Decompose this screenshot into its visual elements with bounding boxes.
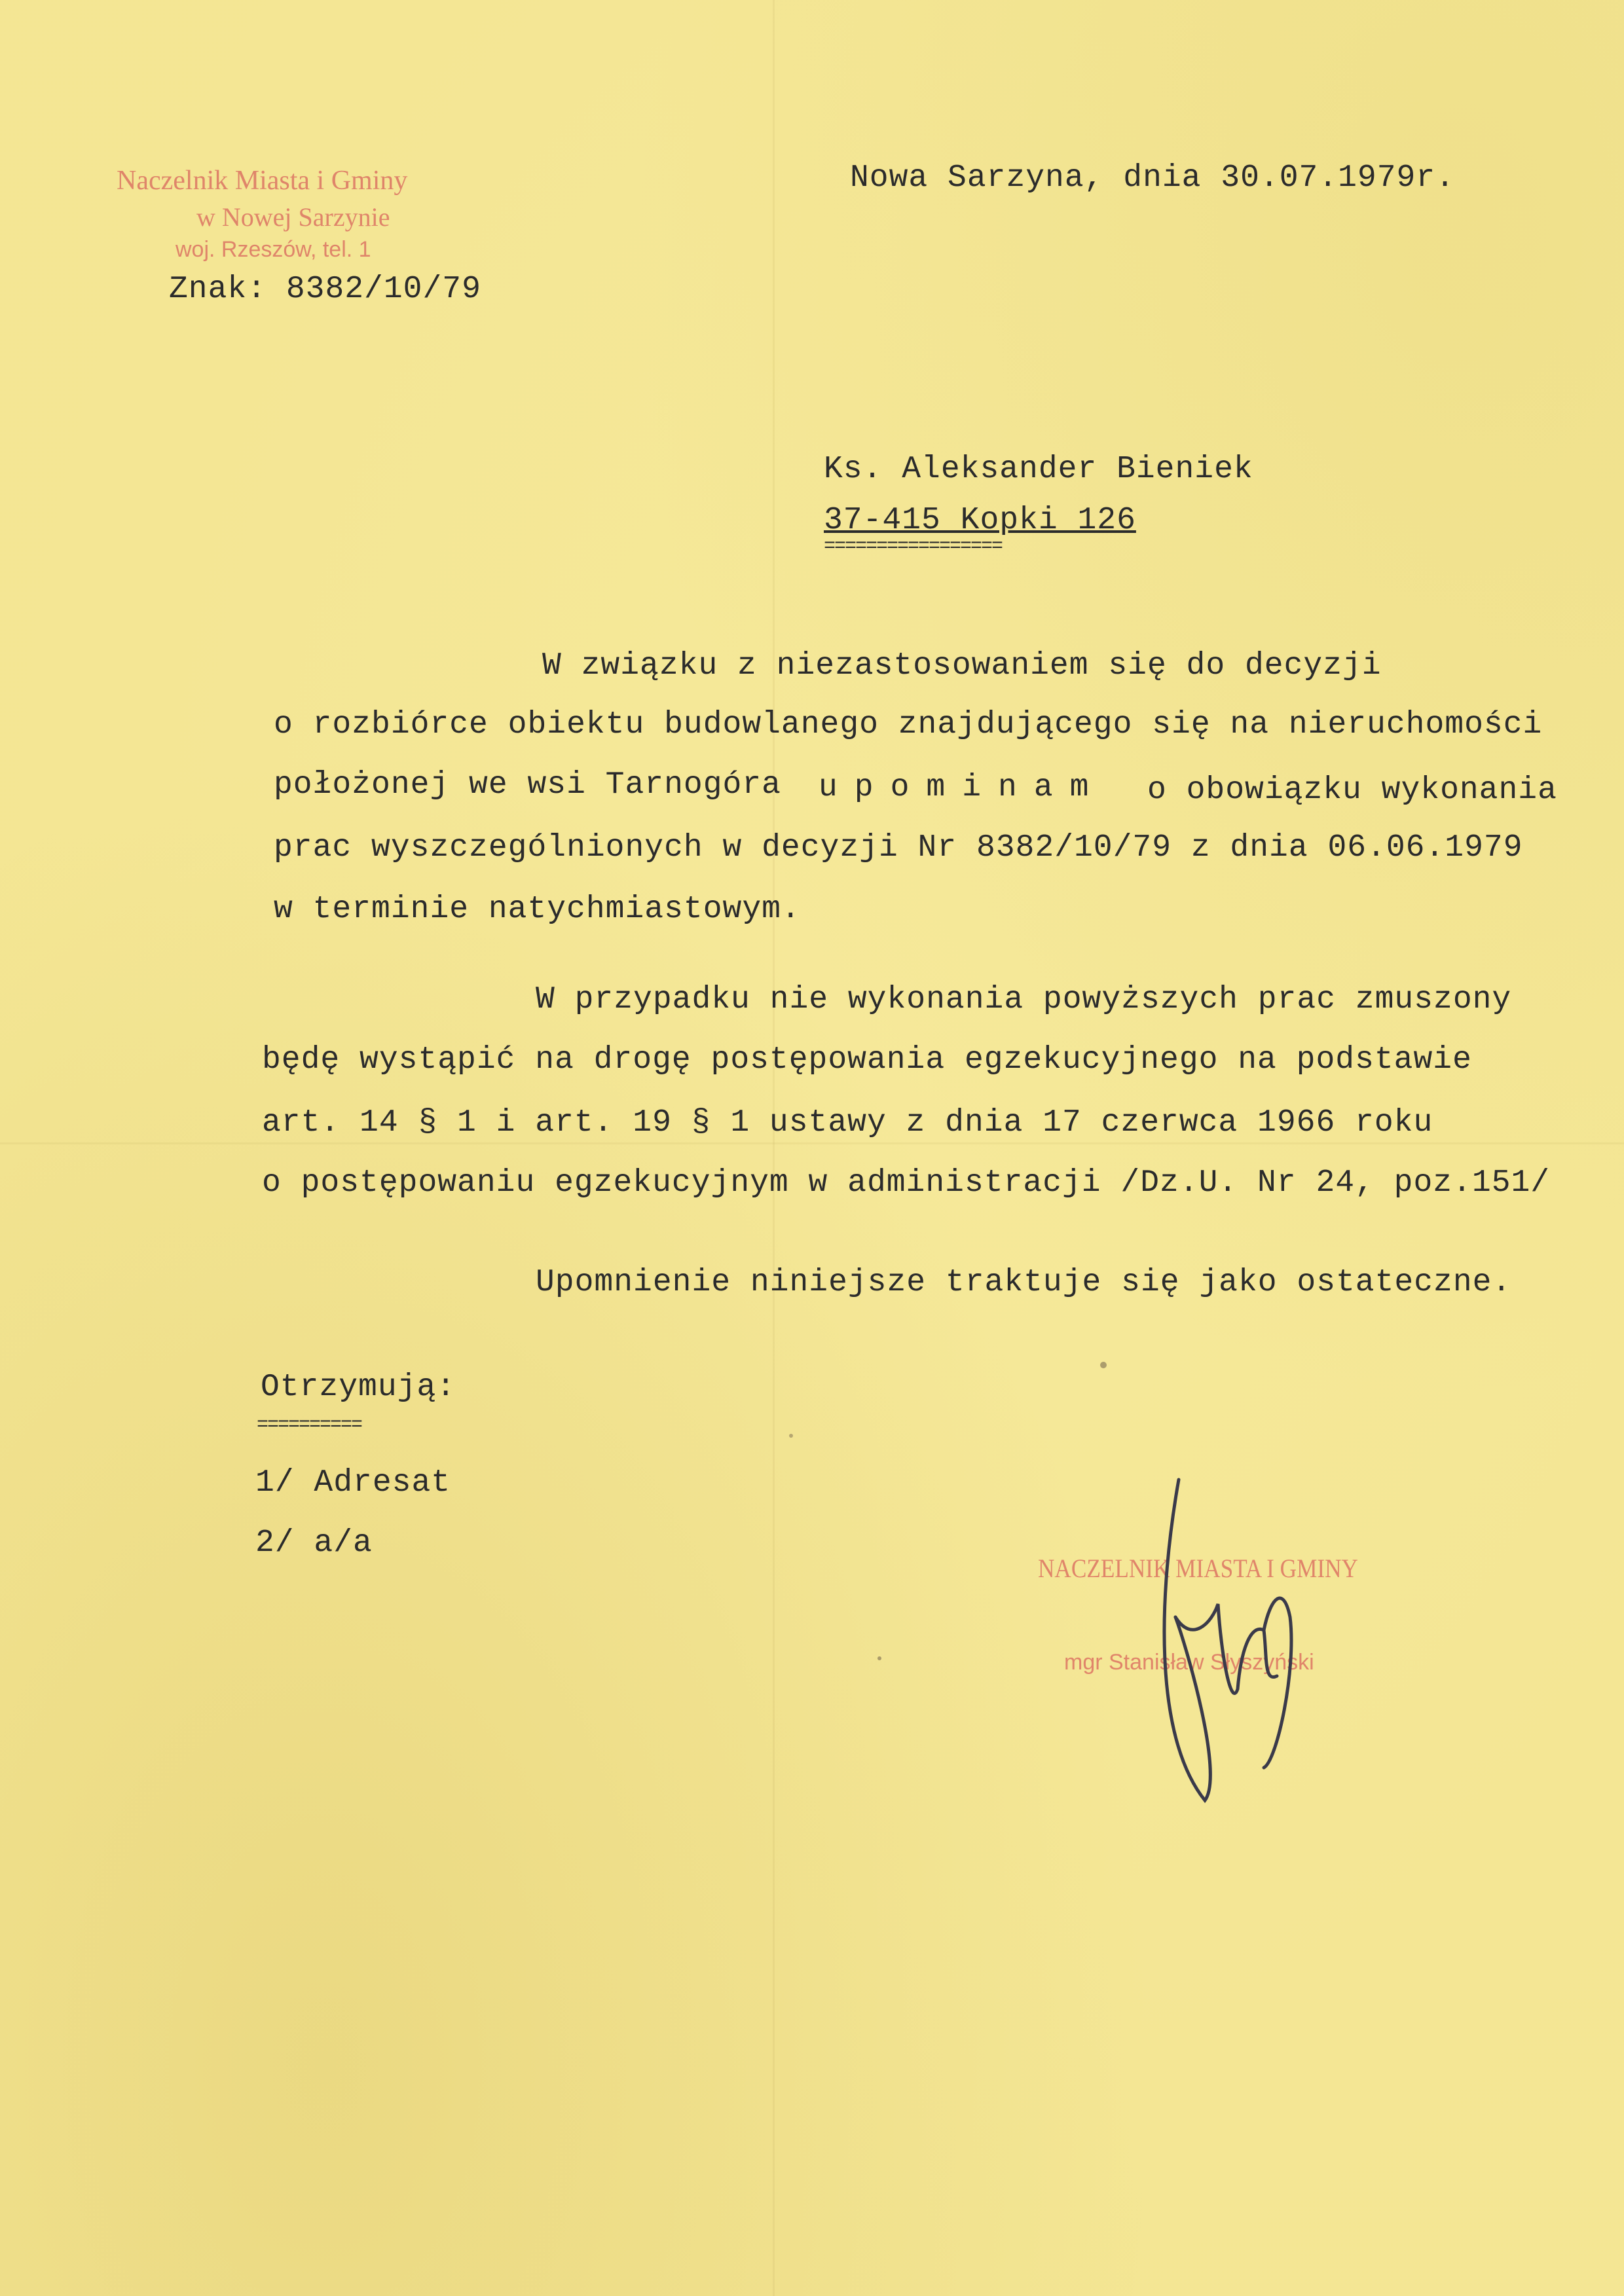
body-p1-line3-end: o obowiązku wykonania (1147, 773, 1557, 808)
reference-number: Znak: 8382/10/79 (169, 272, 481, 307)
letterhead-stamp-line1: Naczelnik Miasta i Gminy (117, 166, 408, 196)
letterhead-stamp-line3: woj. Rzeszów, tel. 1 (175, 237, 371, 262)
body-p2-line3: art. 14 § 1 i art. 19 § 1 ustawy z dnia 17 czerwca 1966 roku (262, 1105, 1433, 1140)
fold-line-horizontal (0, 1142, 1624, 1144)
paper-speck (789, 1434, 793, 1438)
paper-speck (1100, 1362, 1107, 1368)
letterhead-stamp-line2: w Nowej Sarzynie (196, 202, 390, 232)
body-p1-line2: o rozbiórce obiektu budowlanego znajdującego się na nieruchomości (274, 707, 1543, 742)
recipient-address: 37-415 Kopki 126 (824, 503, 1136, 538)
signature-stamp-name: mgr Stanisław Słyszyński (1064, 1650, 1314, 1675)
body-p1-line4: prac wyszczególnionych w decyzji Nr 8382/10/79 z dnia 06.06.1979 (274, 830, 1523, 866)
recipient-name: Ks. Aleksander Bieniek (824, 452, 1253, 487)
body-p2-line4: o postępowaniu egzekucyjnym w administracji /Dz.U. Nr 24, poz.151/ (262, 1165, 1551, 1201)
body-p1-line1: W związku z niezastosowaniem się do decyzji (542, 648, 1382, 683)
body-p2-line2: będę wystąpić na drogę postępowania egzekucyjnego na podstawie (262, 1042, 1472, 1078)
paper-speck (877, 1656, 881, 1660)
distribution-item: 1/ Adresat (255, 1465, 451, 1501)
fold-line-vertical (773, 0, 775, 2296)
body-p3-line1: Upomnienie niniejsze traktuje się jako ostateczne. (536, 1265, 1512, 1300)
place-date: Nowa Sarzyna, dnia 30.07.1979r. (850, 160, 1455, 196)
body-p1-line5: w terminie natychmiastowym. (274, 892, 801, 927)
body-p2-line1: W przypadku nie wykonania powyższych prac zmuszony (536, 982, 1512, 1017)
signature-stamp-title: NACZELNIK MIASTA I GMINY (1038, 1554, 1358, 1583)
handwritten-signature (1113, 1460, 1414, 1827)
distribution-heading: Otrzymują: (261, 1370, 456, 1405)
distribution-item: 2/ a/a (255, 1525, 373, 1561)
body-p1-line3-start: położonej we wsi Tarnogóra (274, 767, 781, 803)
distribution-underline: ========== (257, 1414, 362, 1436)
recipient-address-underline: ================= (824, 536, 1003, 558)
body-p1-line3-spaced: upominam (819, 770, 1106, 805)
